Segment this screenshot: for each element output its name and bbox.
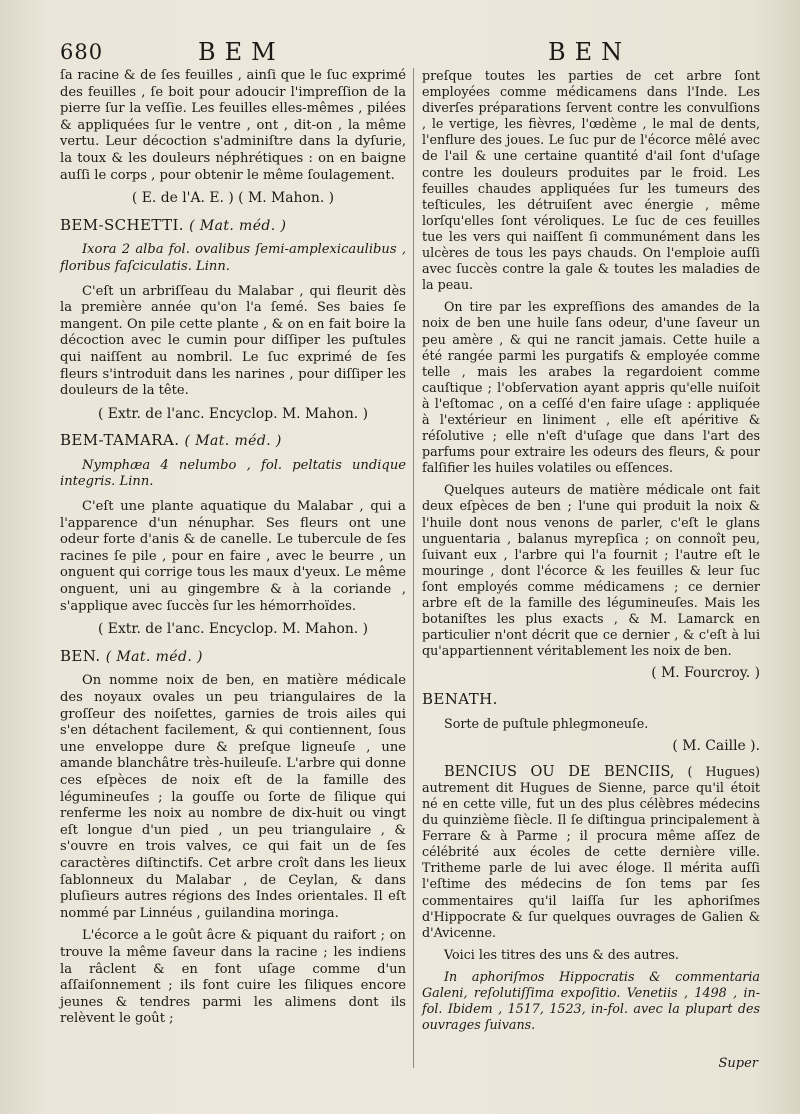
entry-bencius bbox=[422, 764, 760, 941]
entry-text: On nomme noix de ben, en matière médicale des noyaux ovales un peu triangulaires de la groſſeur des noiſettes, garnies de trois ailes qui s'en détachent facilement, & qui contiennent, ſous une enveloppe dure & preſque ligneuſe , une amande blanchâtre très-huileuſe. L'arbre qui donne ces eſpèces de noix eſt de la famille des légumineuſes ; la gouſſe ou ſorte de ſilique qui renferme les noix au nombre de dix-huit ou vingt eſt longue d'un pied , un peu triangulaire , & s'ouvre en trois valves, ce qui fait un de ſes caractères diſtinctifs. Cet arbre croît dans les lieux ſablonneux du Malabar , de Ceylan, & dans pluſieurs autres régions des Indes orientales. Il eſt nommé par Linnéus , guilandina moringa. bbox=[60, 673, 406, 921]
entry-title: BENCIUS OU DE BENCIIS, bbox=[444, 763, 675, 780]
entry-title: BEM-SCHETTI. bbox=[60, 215, 184, 234]
entry-text: C'eſt une plante aquatique du Malabar , qui a l'apparence d'un nénuphar. Ses fleurs ont une odeur forte d'anis & de canelle. Le tubercule de ſes racines ſe pile , pour en faire , avec le beurre , un onguent qui corrige tous les maux d'yeux. Le même onguent, uni au gingembre & à la coriande , s'applique avec ſuccès ſur les hémorrhoïdes. bbox=[60, 499, 406, 614]
latin-name: Ixora 2 alba fol. ovalibus ſemi-amplexicaulibus , floribus faſciculatis. Linn. bbox=[60, 242, 406, 274]
entry-heading-ben bbox=[60, 648, 406, 666]
continued-paragraph: ſa racine & de ſes feuilles , ainſi que le ſuc exprimé des feuilles , ſe boit pour adoucir l'impreſſion de la pierre ſur la veſſie. Les feuilles elles-mêmes , pilées & appliquées ſur le ventre , ont , dit-on , la même vertu. Leur décoction s'adminiſtre dans la dyſurie, la toux & les douleurs néphrétiques : on en baigne auſſi le corps , pour obtenir le même ſoulagement. bbox=[60, 68, 406, 183]
entry-subject: ( Mat. méd. ) bbox=[184, 433, 282, 450]
entry-text: Sorte de puſtule phlegmoneuſe. bbox=[444, 715, 649, 731]
entry-subject: ( Mat. méd. ) bbox=[105, 648, 203, 665]
entry-heading-benath bbox=[422, 691, 760, 707]
author-signature: ( Extr. de l'anc. Encyclop. M. Mahon. ) bbox=[97, 621, 369, 638]
left-column bbox=[60, 68, 406, 1034]
entry-heading-bem-schetti bbox=[60, 217, 406, 235]
entry-title: BENATH. bbox=[422, 690, 498, 709]
book-titles: In aphoriſmos Hippocratis & commentaria Galeni, reſolutiſſima expoſitio. Venetiis , 1498 , in-fol. Ibidem , 1517, 1523, in-fol. avec la plupart des ouvrages ſuivans. bbox=[422, 968, 760, 1033]
page-header bbox=[0, 38, 800, 68]
entry-text: Quelques auteurs de matière médicale ont fait deux eſpèces de ben ; l'une qui produit la noix & l'huile dont nous venons de parler, c'eſt le glans unguentaria , balanus myrepſica ; on connoît peu, ſuivant eux , l'arbre qui l'a fournit ; l'autre eſt le mouringe , dont l'écorce & les feuilles & leur ſuc ſont employés comme médicamens ; ce dernier arbre eſt de la famille des légumineuſes. Mais les botaniſtes les plus exacts , & M. Lamarck en particulier n'ont décrit que ce dernier , & c'eſt à lui qu'appartiennent véritablement les noix de ben. bbox=[422, 482, 760, 659]
entry-title: BEN. bbox=[60, 646, 101, 665]
author-signature: ( Extr. de l'anc. Encyclop. M. Mahon. ) bbox=[97, 405, 369, 422]
entry-text: Voici les titres des uns & des autres. bbox=[444, 946, 679, 962]
catchword: Super bbox=[718, 1056, 758, 1071]
entry-text: ( Hugues) autrement dit Hugues de Sienne, parce qu'il étoit né en cette ville, fut un des plus célèbres médecins du quinzième ſiècle. Il ſe diſtingua principalement à Ferrare & à Parme ; il procura même aſſez de célébrité aux écoles de cette dernière ville. Tritheme parle de lui avec éloge. Il mérita auſſi l'eſtime des médecins de ſon tems par ſes commentaires qu'il laiſſa ſur les aphoriſmes d'Hippocrate & ſur quelques ouvrages de Galien & d'Avicenne. bbox=[422, 763, 760, 940]
running-head-right: BEN bbox=[548, 38, 632, 66]
entry-heading-bem-tamara bbox=[60, 432, 406, 450]
entry-title: BEM-TAMARA. bbox=[60, 431, 180, 450]
author-signature: ( E. de l'A. E. ) ( M. Mahon. ) bbox=[131, 190, 335, 207]
author-signature: ( M. Caille ). bbox=[672, 737, 760, 754]
author-signature: ( M. Fourcroy. ) bbox=[651, 665, 760, 682]
entry-text: On tire par les expreſſions des amandes de la noix de ben une huile ſans odeur, d'une ſaveur un peu amère , & qui ne rancit jamais. Cette huile a été rangée parmi les purgatifs & employée comme telle , mais les arabes la regardoient comme cauſtique ; l'obſervation ayant appris qu'elle nuiſoit à l'eſtomac , on a ceſſé d'en faire uſage : appliquée à l'extérieur en liniment , elle eſt apéritive & réſolutive ; elle n'eſt d'uſage que dans l'art des parfums pour extraire les odeurs des fleurs, & pour falſifier les huiles volatiles ou eſſences. bbox=[422, 299, 760, 476]
right-column bbox=[422, 68, 760, 1041]
entry-text: C'eſt un arbriſſeau du Malabar , qui fleurit dès la première année qu'on l'a ſemé. Ses baies ſe mangent. On pile cette plante , & on en fait boire la décoction avec le cumin pour diſſiper les puſtules qui naiſſent au nombril. Le ſuc exprimé de ſes fleurs s'introduit dans les narines , pour diſſiper les douleurs de la tête. bbox=[60, 283, 406, 399]
entry-text: L'écorce a le goût âcre & piquant du raifort ; on trouve la même ſaveur dans la racine ; les indiens la râclent & en font uſage comme d'un aſſaiſonnement ; ils font cuire les ſiliques encore jeunes & tendres parmi les alimens dont ils relèvent le goût ; bbox=[60, 928, 406, 1027]
entry-subject: ( Mat. méd. ) bbox=[189, 217, 287, 234]
running-head-left: BEM bbox=[198, 38, 285, 66]
column-divider bbox=[413, 68, 414, 1068]
latin-name: Nymphæa 4 nelumbo , fol. peltatis undique integris. Linn. bbox=[60, 457, 406, 490]
continued-paragraph: preſque toutes les parties de cet arbre ſont employées comme médicamens dans l'Inde. Les diverſes préparations ſervent contre les convulſions , le vertige, les fièvres, l'œdème , le mal de dents, l'enflure des joues. Le ſuc pur de l'écorce mêlé avec de l'ail & une certaine quantité d'ail ſont d'uſage contre les douleurs produites par le froid. Les feuilles chaudes appliquées ſur les tumeurs des teſticules, les détruiſent avec énergie , même lorſqu'elles ſont véroliques. Le ſuc de ces feuilles tue les vers qui naiſſent ſi communément dans les ulcères de tous les pays chauds. On l'emploie auſſi avec ſuccès contre la gale & toutes les maladies de la peau. bbox=[422, 68, 760, 293]
page-number: 680 bbox=[60, 40, 104, 64]
